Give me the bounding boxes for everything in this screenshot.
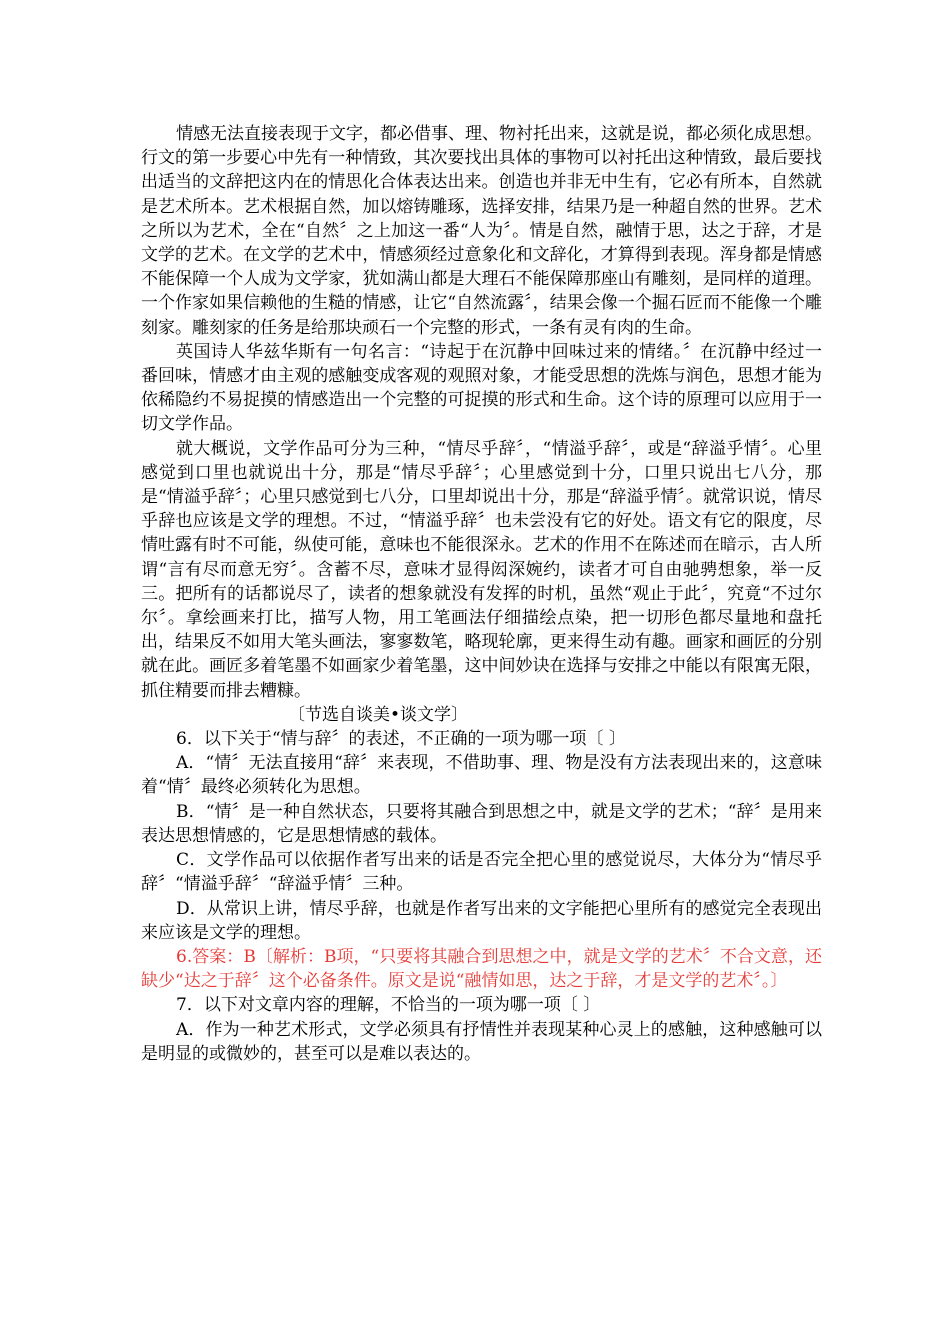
question-6-option-d: D．从常识上讲，情尽乎辞，也就是作者写出来的文字能把心里所有的感觉完全表现出来应该是文学的理想。 (141, 898, 822, 943)
passage-source: 〔节选自谈美•谈文学〕 (288, 704, 469, 725)
question-7-option-a: A．作为一种艺术形式，文学必须具有抒情性并表现某种心灵上的感触，这种感触可以是明显的或微妙的，甚至可以是难以表达的。 (141, 1019, 822, 1064)
question-6-option-c: C．文学作品可以依据作者写出来的话是否完全把心里的感觉说尽，大体分为“情尽乎辞〞“情溢乎辞〞“辞溢乎情〞三种。 (141, 850, 822, 895)
passage-paragraph-1: 情感无法直接表现于文字，都必借事、理、物衬托出来，这就是说，都必须化成思想。行文的第一步要心中先有一种情致，其次要找出具体的事物可以衬托出这种情致，最后要找出适当的文辞把这内在的情思化合体表达出来。创造也并非无中生有，它必有所本，自然就是艺术所本。艺术根据自然，加以熔铸雕琢，选择安排，结果乃是一种超自然的世界。艺术之所以为艺术，全在“自然〞之上加这一番“人为〞。情是自然，融情于思，达之于辞，才是文学的艺术。在文学的艺术中，情感须经过意象化和文辞化，才算得到表现。浑身都是情感不能保障一个人成为文学家，犹如满山都是大理石不能保障那座山有雕刻，是同样的道理。一个作家如果信赖他的生糙的情感，让它“自然流露〞，结果会像一个掘石匠而不能像一个雕刻家。雕刻家的任务是给那块顽石一个完整的形式，一条有灵有肉的生命。 (141, 124, 822, 338)
question-6-answer: 6.答案：B〔解析：B项，“只要将其融合到思想之中，就是文学的艺术〞不合文意，还缺少“达之于辞〞这个必备条件。原文是说“融情如思，达之于辞，才是文学的艺术〞。〕 (141, 946, 822, 992)
passage-paragraph-3: 就大概说，文学作品可分为三种，“情尽乎辞〞，“情溢乎辞〞，或是“辞溢乎情〞。心里感觉到口里也就说出十分，那是“情尽乎辞〞；心里感觉到十分，口里只说出七八分，那是“情溢乎辞〞；心里只感觉到七八分，口里却说出十分，那是“辞溢乎情〞。就常识说，情尽乎辞也应该是文学的理想。不过，“情溢乎辞〞也未尝没有它的好处。语文有它的限度，尽情吐露有时不可能，纵使可能，意味也不能很深永。艺术的作用不在陈述而在暗示，古人所谓“言有尽而意无穷〞。含蓄不尽，意味才显得闳深婉约，读者才可自由驰骋想象，举一反三。把所有的话都说尽了，读者的想象就没有发挥的时机，虽然“观止于此〞，究竟“不过尔尔〞。拿绘画来打比，描写人物，用工笔画法仔细描绘点染，把一切形色都尽量地和盘托出，结果反不如用大笔头画法，寥寥数笔，略现轮廓，更来得生动有趣。画家和画匠的分别就在此。画匠多着笔墨不如画家少着笔墨，这中间妙诀在选择与安排之中能以有限寓无限，抓住精要而排去糟糠。 (141, 438, 822, 701)
question-6-option-a: A．“情〞无法直接用“辞〞来表现，不借助事、理、物是没有方法表现出来的，这意味着“情〞最终必须转化为思想。 (141, 753, 822, 798)
question-6-stem: 6．以下关于“情与辞〞的表述，不正确的一项为哪一项〔 〕 (176, 729, 626, 750)
question-6-option-b: B．“情〞是一种自然状态，只要将其融合到思想之中，就是文学的艺术；“辞〞是用来表达思想情感的，它是思想情感的载体。 (141, 801, 822, 846)
question-7-stem: 7．以下对文章内容的理解，不恰当的一项为哪一项〔 〕 (176, 995, 601, 1016)
passage-paragraph-2: 英国诗人华兹华斯有一句名言：“诗起于在沉静中回味过来的情绪。〞在沉静中经过一番回味，情感才由主观的感触变成客观的观照对象，才能受思想的洗炼与润色，思想才能为依稀隐约不易捉摸的情感造出一个完整的可捉摸的形式和生命。这个诗的原理可以应用于一切文学作品。 (141, 341, 822, 435)
